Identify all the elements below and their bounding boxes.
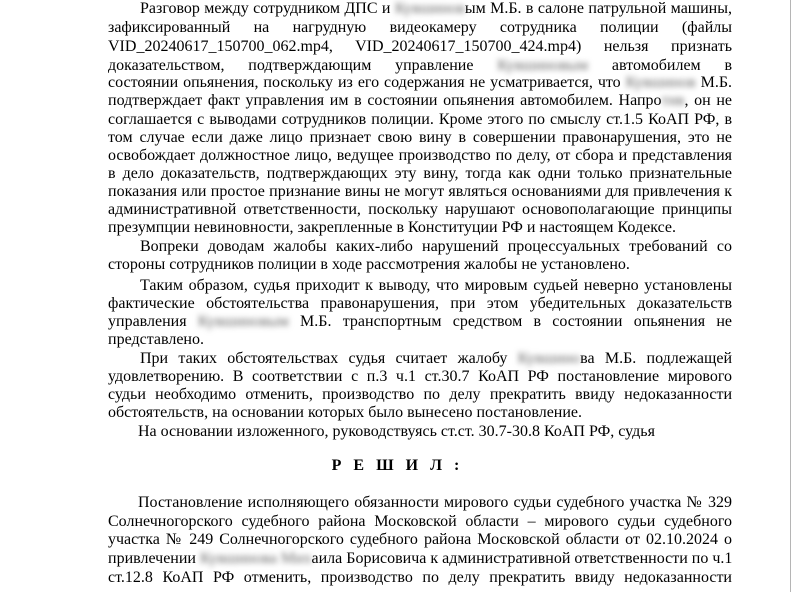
text-line: На основании изложенного, руководствуясь ст.ст. 30.7-30.8 КоАП РФ, судья (138, 423, 655, 440)
text-line: в дело доказательств, подтверждающих эту вину, тогда как одни только признательные (108, 165, 732, 182)
text-line: Солнечногорского судебного района Московской области – мирового судьи судебного (108, 513, 732, 530)
text-line: обстоятельств, на основании которых было вынесено постановление. (108, 404, 583, 421)
redacted-name: Кувшиновым (197, 313, 289, 330)
text-line: Постановление исполняющего обязанности мирового судьи судебного участка № 329 (138, 494, 732, 511)
text-line: освобождает должностное лицо, ведущее производство по делу, от сбора и представления (108, 147, 732, 164)
text-line: удовлетворению. В соответствии с п.3 ч.1 ст.30.7 КоАП РФ постановление мирового (108, 368, 732, 385)
text-line: зафиксированный на нагрудную видеокамеру сотрудника полиции (файлы (108, 19, 732, 36)
text-line: состоянии опьянения, поскольку из его содержания не усматривается, что Кувшинов М.Б. (108, 74, 733, 91)
text-line: стороны сотрудников полиции в ходе рассмотрения жалобы не установлено. (108, 256, 630, 273)
text-line: привлечении Кувшинова Михаила Борисовича к административной ответственности по ч.1 (108, 550, 733, 567)
decision-heading: Р Е Ш И Л : (331, 457, 464, 474)
text-line: подтверждает факт управления им в состоянии опьянения автомобилем. Напротив, он не (108, 92, 732, 109)
text-line: Таким образом, судья приходит к выводу, что мировым судьей неверно установлены (140, 277, 732, 294)
text-line: соглашается с выводами сотрудников полиции. Кроме этого по смыслу ст.1.5 КоАП РФ, в (108, 111, 732, 128)
text-line: VID_20240617_150700_062.mp4, VID_20240617_150700_424.mp4) нельзя признать (108, 38, 732, 55)
text-line: ст.12.8 КоАП РФ отменить, производство по делу прекратить ввиду недоказанности (108, 569, 732, 586)
text-line: При таких обстоятельствах судья считает жалобу Кувшинова М.Б. подлежащей (140, 350, 733, 367)
redacted-name: Кувшинов (625, 74, 696, 91)
text-line: доказательством, подтверждающим управление Кувшиновым автомобилем в (108, 57, 733, 74)
redacted-name: Кувшинова Мих (200, 550, 312, 567)
text-line: показания или простое признание вины не могут являться основаниями для привлечения к (108, 183, 732, 200)
text-line: презумпции невиновности, закрепленные в Конституции РФ и настоящем Кодексе. (108, 219, 676, 236)
text-line: фактические обстоятельства правонарушения, при этом убедительных доказательств (108, 295, 732, 312)
text-line: участка № 249 Солнечногорского судебного района Московской области от 02.10.2024 о (108, 531, 732, 548)
text-line: Разговор между сотрудником ДПС и Кувшиновым М.Б. в салоне патрульной машины, (140, 0, 732, 17)
redacted-name: Кувшиновым (497, 57, 589, 74)
redacted-name: Кувшино (517, 350, 581, 367)
redacted-name: Кувшинов (394, 0, 465, 17)
text-line: управления Кувшиновым М.Б. транспортным средством в состоянии опьянения не (108, 313, 733, 330)
text-line: представлено. (108, 331, 204, 348)
text-line: административной ответственности, поскольку нарушают основополагающие принципы (108, 201, 732, 218)
text-line: Вопреки доводам жалобы каких-либо нарушений процессуальных требований со (140, 238, 732, 255)
text-line: судьи необходимо отменить, производство по делу прекратить ввиду недоказанности (108, 386, 732, 403)
redacted-fragment: тив (661, 92, 685, 109)
text-line: том случае если даже лицо признает свою вину в совершении правонарушения, это не (108, 129, 732, 146)
page-edge-divider (790, 0, 791, 592)
